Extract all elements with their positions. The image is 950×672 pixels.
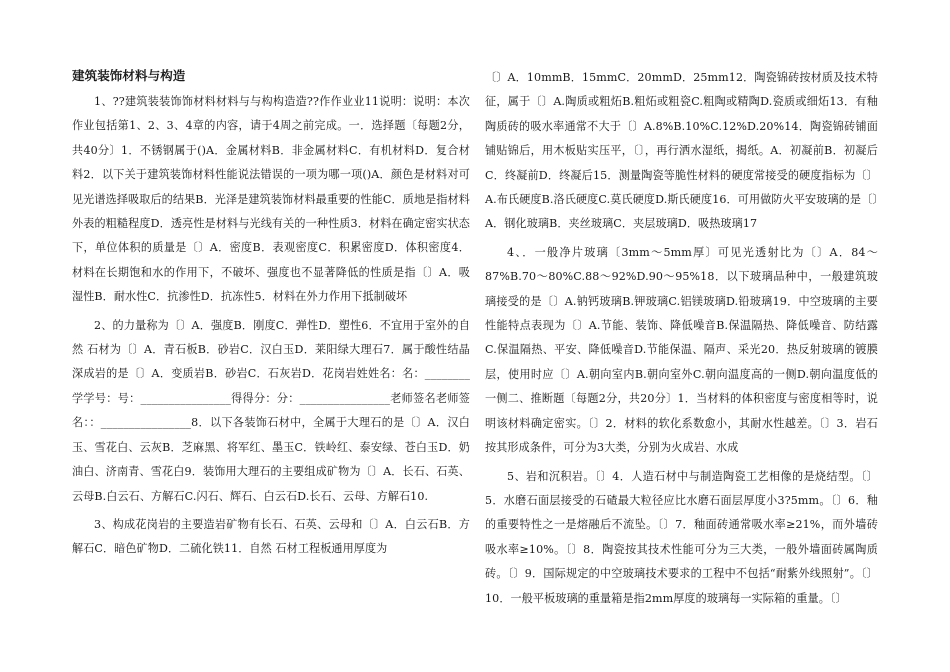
paragraph-5: 5、岩和沉积岩。〔〕4．人造石材中与制造陶瓷工艺相像的是烧结型。〔〕5．水磨石面层接受的石碴最大粒径应比水磨石面层厚度小3?5mm。〔〕6．釉的重要特性之一是熔融后不流坠。〔〕7．釉面砖通常吸水率≥21%，而外墙砖吸水率≥10%。〔〕8．陶瓷按其技术性能可分为三大类，一般外墙面砖属陶质砖。〔〕9．国际规定的中空玻璃技术要求的工程中不包括“耐紫外线照射”。〔〕10．一般平板玻璃的重量箱是指2mm厚度的玻璃每一实际箱的重量。〔〕 bbox=[485, 469, 878, 605]
paragraph-3-continued: 〔〕A．10mmB．15mmC．20mmD．25mm12．陶瓷锦砖按材质及技术特征，属于〔〕A.陶质或粗炻B.粗炻或粗瓷C.粗陶或精陶D.瓷质或细炻13．有釉陶质砖的吸水率通常不大于〔〕A.8%B.10%C.12%D.20%14．陶瓷锦砖铺面铺贴锦后，用木板贴实压平，〔〕，再行洒水湿纸，揭纸。A．初凝前B．初凝后C．终凝前D．终凝后15．测量陶瓷等脆性材料的硬度常接受的硬度指标为〔〕A.布氏硬度B.洛氏硬度C.莫氏硬度D.斯氏硬度16．可用做防火平安玻璃的是〔〕A．钢化玻璃B．夹丝玻璃C．夹层玻璃D．吸热玻璃17 bbox=[485, 71, 878, 231]
paragraph-1: 1、??建筑装装饰饰材料材料与与构构造造??作作业业11说明：说明：本次作业包括第1、2、3、4章的内容，请于4周之前完成。一．选择题〔每题2分，共40分〕1．不锈钢属于()A．金属材料B．非金属材料C．有机材料D．复合材料2．以下关于建筑装饰材料性能说法错误的一项为哪一项()A．颜色是材料对可见光谱选择吸取后的结果B．光泽是建筑装饰材料最重要的性能C．质地是指材料外表的粗糙程度D．透亮性是材料与光线有关的一种性质3．材料在确定密实状态下，单位体积的质量是〔〕A．密度B．表观密度C．积累密度D．体积密度4．材料在长期饱和水的作用下，不破坏、强度也不显著降低的性质是指〔〕A．吸湿性B．耐水性C．抗渗性D．抗冻性5．材料在外力作用下抵制破坏 bbox=[72, 95, 470, 304]
paragraph-2: 2、的力量称为〔〕A．强度B．刚度C．弹性D．塑性6．不宜用于室外的自然 石材为〔〕A．青石板B．砂岩C．汉白玉D．莱阳绿大理石7．属于酸性结晶深成岩的是〔〕A．变质岩B．砂岩C．石灰岩D．花岗岩姓姓名：名：________学学号：号：________________得得分：分：________________老师签名老师签名：：________________8．以下各装饰石材中，全属于大理石的是〔〕A．汉白玉、雪花白、云灰B．芝麻黑、将军红、墨玉C．铁岭红、泰安绿、苍白玉D．奶油白、济南青、雪花白9．装饰用大理石的主要组成矿物为〔〕A．长石、石英、云母B.白云石、方解石C.闪石、辉石、白云石D.长石、云母、方解石10. bbox=[72, 318, 470, 503]
left-column bbox=[72, 66, 470, 562]
right-column bbox=[485, 66, 878, 611]
document-title: 建筑装饰材料与构造 bbox=[72, 68, 186, 83]
paragraph-3: 3、构成花岗岩的主要造岩矿物有长石、石英、云母和〔〕A．白云石B．方解石C．暗色矿物D．二硫化铁11．自然 石材工程板通用厚度为 bbox=[72, 517, 470, 556]
paragraph-4: 4、．一般净片玻璃〔3mm～5mm厚〕可见光透射比为〔〕A．84～87%B.70～80%C.88～92%D.90～95%18．以下玻璃品种中，一般建筑玻璃接受的是〔〕A.钠钙玻璃B.钾玻璃C.铝镁玻璃D.铅玻璃19．中空玻璃的主要性能特点表现为〔〕A.节能、装饰、降低噪音B.保温隔热、降低噪音、防结露C.保温隔热、平安、降低噪音D.节能保温、隔声、采光20．热反射玻璃的镀膜层，使用时应〔〕A.朝向室内B.朝向室外C.朝向温度高的一侧D.朝向温度低的一侧二、推断题〔每题2分，共20分〕1．当材料的体积密度与密度相等时，说明该材料确定密实。〔〕2．材料的软化系数愈小，其耐水性越差。〔〕3．岩石按其形成条件，可分为3大类，分别为火成岩、水成 bbox=[485, 245, 878, 455]
